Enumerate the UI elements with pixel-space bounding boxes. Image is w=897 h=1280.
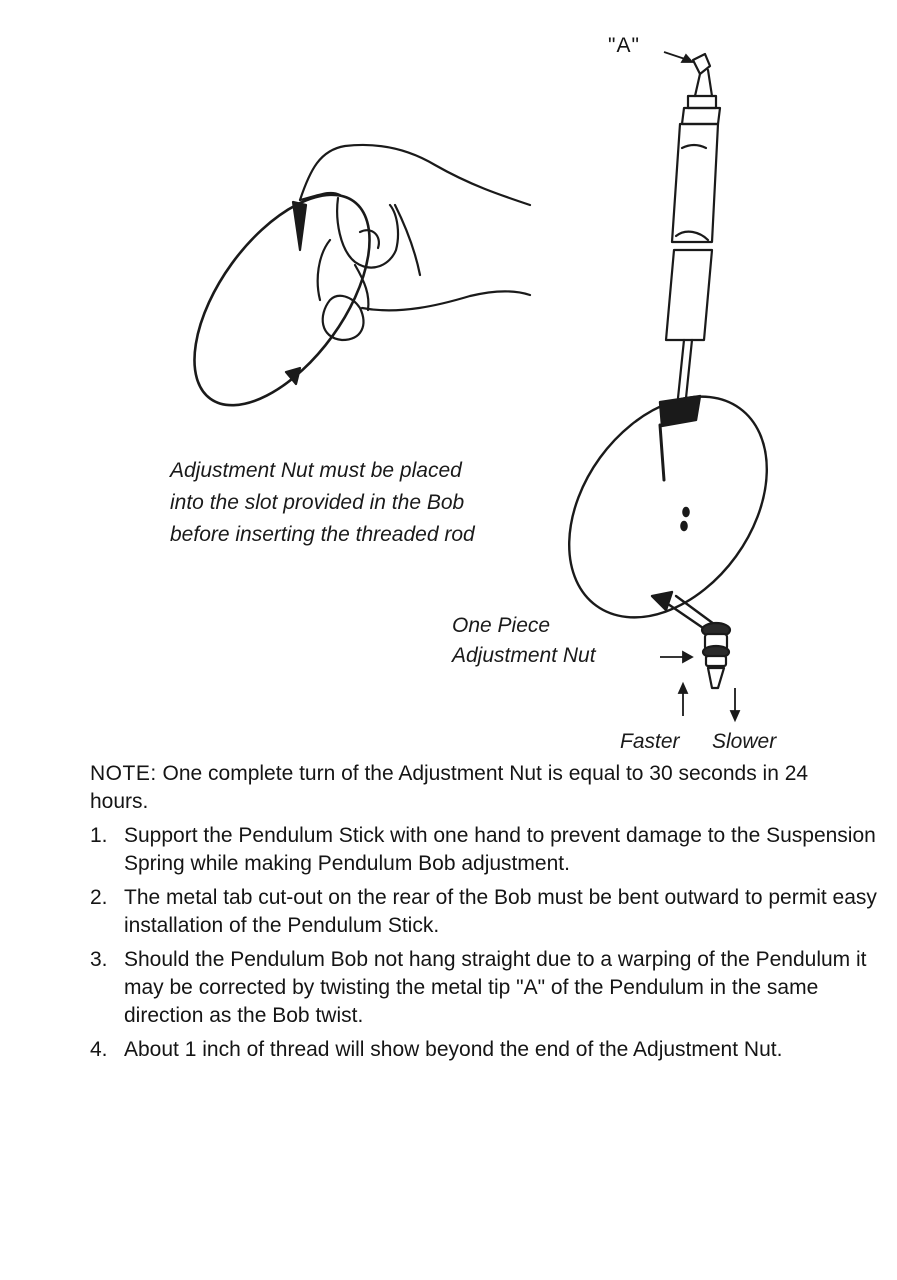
- step-text: About 1 inch of thread will show beyond the end of the Adjustment Nut.: [124, 1038, 783, 1061]
- step-number: 2.: [90, 886, 108, 909]
- note-prefix: NOTE:: [90, 762, 157, 785]
- caption-line: before inserting the threaded rod: [170, 523, 475, 546]
- step-number: 3.: [90, 948, 108, 971]
- nut-label-line: One Piece: [452, 614, 551, 637]
- hand-holding-bob-drawing: [160, 145, 530, 435]
- note-text: One complete turn of the Adjustment Nut is equal to 30 seconds in 24 hours.: [90, 762, 809, 813]
- nut-placement-caption: [170, 455, 570, 551]
- step-item: [90, 884, 880, 940]
- arrow-to-nut-head: [683, 652, 692, 662]
- arrow-slower-head: [731, 711, 739, 720]
- step-number: 1.: [90, 824, 108, 847]
- step-text: Should the Pendulum Bob not hang straight due to a warping of the Pendulum it may be corrected by twisting the metal tip "A" of the Pendulum in the same direction as the Bob twist.: [124, 948, 867, 1027]
- adjustment-nut-label: [452, 611, 596, 671]
- pendulum-stick-drawing: [666, 54, 720, 398]
- note-paragraph: [90, 760, 870, 816]
- caption-line: Adjustment Nut must be placed: [170, 459, 462, 482]
- adjustment-nut-drawing: [702, 623, 730, 688]
- arrow-to-tip-a-head: [682, 55, 692, 62]
- annotation-arrows: [660, 52, 739, 720]
- nut-label-line: Adjustment Nut: [452, 644, 596, 667]
- faster-label: Faster: [620, 730, 680, 753]
- tip-a-label: "A": [608, 34, 640, 57]
- step-number: 4.: [90, 1038, 108, 1061]
- instruction-steps: [90, 822, 880, 1070]
- arrow-faster-head: [679, 684, 687, 693]
- slower-label: Slower: [712, 730, 777, 753]
- step-item: [90, 822, 880, 878]
- step-item: [90, 1036, 880, 1064]
- step-text: Support the Pendulum Stick with one hand to prevent damage to the Suspension Spring while making Pendulum Bob adjustment.: [124, 824, 876, 875]
- caption-line: into the slot provided in the Bob: [170, 491, 465, 514]
- step-item: [90, 946, 880, 1030]
- step-text: The metal tab cut-out on the rear of the Bob must be bent outward to permit easy installation of the Pendulum Stick.: [124, 886, 877, 937]
